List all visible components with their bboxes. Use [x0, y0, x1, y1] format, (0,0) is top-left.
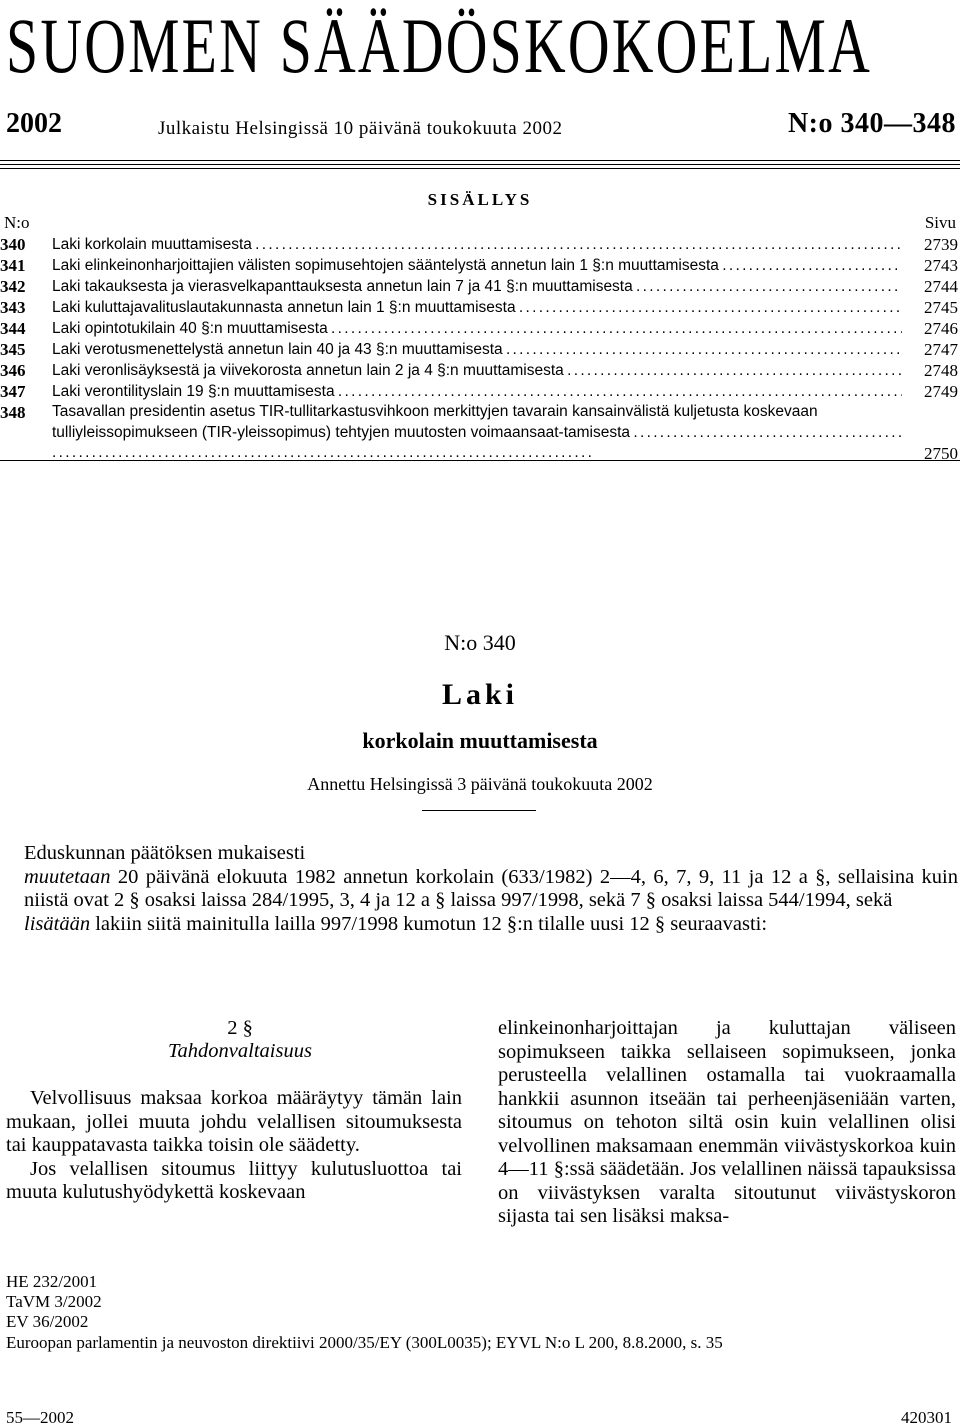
act-given-date: Annettu Helsingissä 3 päivänä toukokuuta 2002	[307, 774, 653, 794]
header-rule	[0, 164, 960, 165]
footer-left-code: 55—2002	[6, 1408, 74, 1427]
toc-title: SISÄLLYS	[427, 190, 533, 209]
preamble-add: lisätään lakiin siitä mainitulla lailla 997/1998 kumotun 12 §:n tilalle uusi 12 § seuraavasti:	[24, 912, 768, 935]
toc-entry[interactable]: 340 Laki korkolain muuttamisesta . . . 2739	[0, 234, 958, 255]
header-rule	[0, 160, 960, 161]
section-heading: Tahdonvaltaisuus	[168, 1040, 312, 1062]
publication-masthead: SUOMEN SÄÄDÖSKOKOELMA	[6, 2, 872, 89]
preamble	[24, 842, 958, 936]
toc-number-header: N:o	[4, 213, 30, 232]
section-paragraph: Jos velallisen sitoumus liittyy kulutusluottoa tai muuta kulutushyödykettä koskevaan	[6, 1157, 462, 1203]
issue-year: 2002	[6, 108, 62, 139]
toc-entry[interactable]: 348 Tasavallan presidentin asetus TIR-tullitarkastusvihkoon merkittyjen tavarain kansainvälistä kuljetusta koskevaan tulliyleissopimukseen (TIR-yleissopimus) tehtyjen muutosten voimaansaat-tamisesta . . . 2750	[0, 402, 958, 464]
toc-entry[interactable]: 342 Laki takauksesta ja vierasvelkapanttauksesta annetun lain 7 ja 41 §:n muuttamisesta . . . 2744	[0, 276, 958, 297]
toc-entry[interactable]: 341 Laki elinkeinonharjoittajien välisten sopimusehtojen sääntelystä annetun lain 1 §:n muuttamisesta . . . 2743	[0, 255, 958, 276]
issue-header	[6, 108, 956, 148]
section-right-column: elinkeinonharjoittajan ja kuluttajan väliseen sopimukseen taikka sellaiseen sopimukseen, jonka perusteella velallinen ostamalla tai vuokraamalla hankkii asunnon itseään tai perheenjäseniään varten, sitoumus on tehoton siltä osin kuin velallinen olisi velvollinen maksamaan enemmän viivästyskorkoa kuin 4—11 §:ssä säädetään. Jos velallinen näissä tapauksissa on viivästyksen varalta sitoutunut viivästyskoron sijasta tai sen lisäksi maksa-	[498, 1017, 956, 1227]
reference-line: HE 232/2001	[6, 1272, 98, 1291]
toc-list	[0, 234, 958, 464]
toc-page-header: Sivu	[924, 213, 956, 232]
toc-entry[interactable]: 343 Laki kuluttajavalituslautakunnasta annetun lain 1 §:n muuttamisesta . . . 2745	[0, 297, 958, 318]
toc-entry[interactable]: 346 Laki veronlisäyksestä ja viivekorosta annetun lain 2 ja 4 §:n muuttamisesta . . . 2748	[0, 360, 958, 381]
section-left-column	[6, 1087, 462, 1205]
act-title: korkolain muuttamisesta	[362, 728, 598, 753]
directive-footnote: Euroopan parlamentin ja neuvoston direktiivi 2000/35/EY (300L0035); EYVL N:o L 200, 8.8.2000, s. 35	[6, 1333, 723, 1352]
publication-date: Julkaistu Helsingissä 10 päivänä toukokuuta 2002	[158, 118, 563, 139]
preamble-intro: Eduskunnan päätöksen mukaisesti	[24, 842, 306, 864]
act-number: N:o 340	[444, 630, 516, 655]
toc-bottom-rule	[0, 460, 960, 461]
reference-line: EV 36/2002	[6, 1312, 89, 1331]
section-paragraph: Velvollisuus maksaa korkoa määräytyy tämän lain mukaan, jollei muuta johdu velallisen sitoumuksesta tai kauppatavasta taikka toisin ole säädetty.	[6, 1087, 462, 1156]
title-divider	[422, 810, 536, 811]
footer-right-code: 420301	[901, 1408, 952, 1427]
reference-line: TaVM 3/2002	[6, 1292, 102, 1311]
toc-entry[interactable]: 345 Laki verotusmenettelystä annetun lain 40 ja 43 §:n muuttamisesta . . . 2747	[0, 339, 958, 360]
preamble-amend: muutetaan 20 päivänä elokuuta 1982 annetun korkolain (633/1982) 2—4, 6, 7, 9, 11 ja 12 a §, sellaisina kuin niistä ovat 2 § osaksi laissa 284/1995, 3, 4 ja 12 a § laissa 997/1998, sekä 7 § osaksi laissa 544/1994, sekä	[24, 865, 958, 911]
toc-entry[interactable]: 347 Laki verontilityslain 19 §:n muuttamisesta . . . 2749	[0, 381, 958, 402]
toc-entry[interactable]: 344 Laki opintotukilain 40 §:n muuttamisesta . . . 2746	[0, 318, 958, 339]
legislative-references	[6, 1272, 102, 1332]
header-rule	[0, 168, 960, 169]
issue-number-range: N:o 340—348	[787, 108, 956, 139]
section-number: 2 §	[227, 1017, 253, 1039]
act-type: Laki	[441, 678, 519, 711]
